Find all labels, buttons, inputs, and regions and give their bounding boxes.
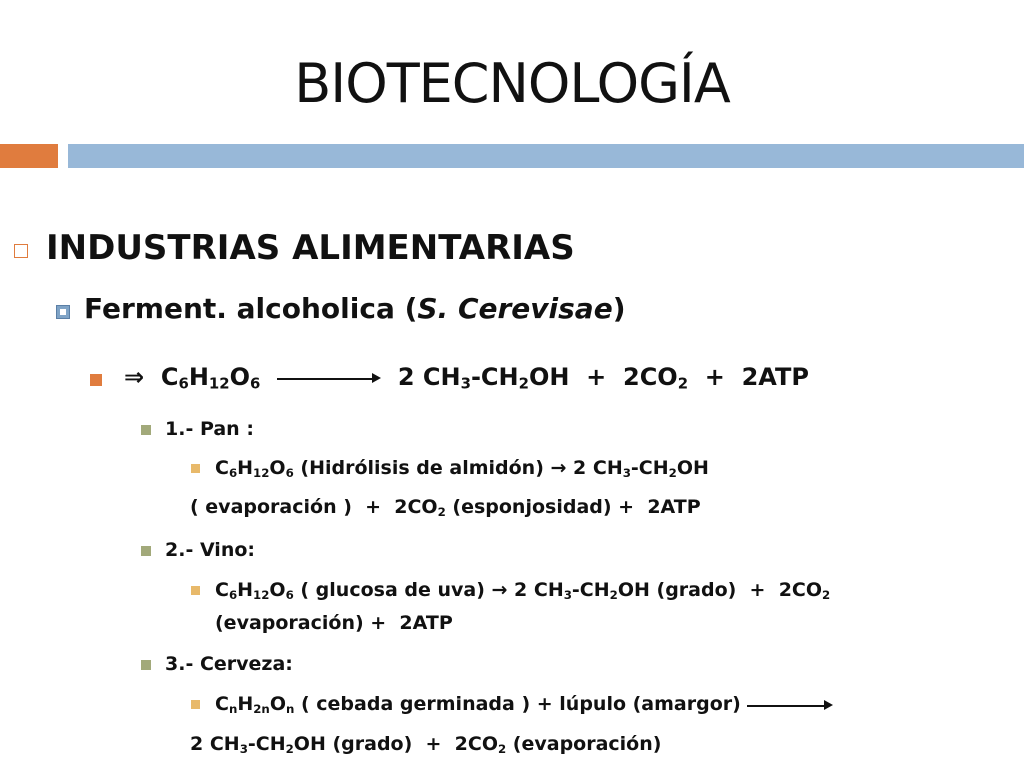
gold-square-bullet-icon [191,700,200,709]
list-item-label: 2.- Vino: [165,539,255,561]
list-item-label: 3.- Cerveza: [165,653,293,675]
title-accent-bar-orange [0,144,58,168]
list-item-label: 1.- Pan : [165,418,254,440]
gold-square-bullet-icon [191,464,200,473]
section-heading: INDUSTRIAS ALIMENTARIAS [46,228,575,268]
arrow-icon: → [550,457,567,479]
list-item-detail: $C_6H_{12}O_6$ (Hidrólisis de almidón) → 2 $CH_3-CH_2OH$ [215,457,709,480]
list-item-continuation: ( evaporación ) + $2CO_2$ (esponjosidad) + 2ATP [190,496,701,519]
title-accent-bar-blue [68,144,1024,168]
olive-square-bullet-icon [141,425,151,435]
reaction-arrow-icon [747,699,833,711]
orange-square-bullet-icon [90,374,102,386]
slide-title: BIOTECNOLOGÍA [294,52,730,115]
list-item-detail: $C_nH_{2n}O_n$ ( cebada germinada ) + lúpulo (amargor) [215,693,833,715]
subheading: Ferment. alcoholica (S. Cerevisae) [84,292,626,325]
blue-square-bullet-icon [56,305,70,319]
fermentation-equation: ⇒ $C_6H_{12}O_6$ 2 $CH_3-CH_2OH + 2CO_2 + 2ATP$ [124,363,809,393]
list-item-continuation: (evaporación) + 2ATP [215,612,453,634]
arrow-icon: → [491,579,508,601]
list-item-detail: $C_6H_{12}O_6$ ( glucosa de uva) → 2 $CH_3-CH_2OH$ (grado) + $2CO_2$ [215,579,831,602]
hollow-square-bullet-icon [14,244,28,258]
gold-square-bullet-icon [191,586,200,595]
list-item-continuation: 2 $CH_3-CH_2OH$ (grado) + $2CO_2$ (evaporación) [190,733,662,756]
reaction-arrow-icon [277,371,381,385]
olive-square-bullet-icon [141,660,151,670]
olive-square-bullet-icon [141,546,151,556]
